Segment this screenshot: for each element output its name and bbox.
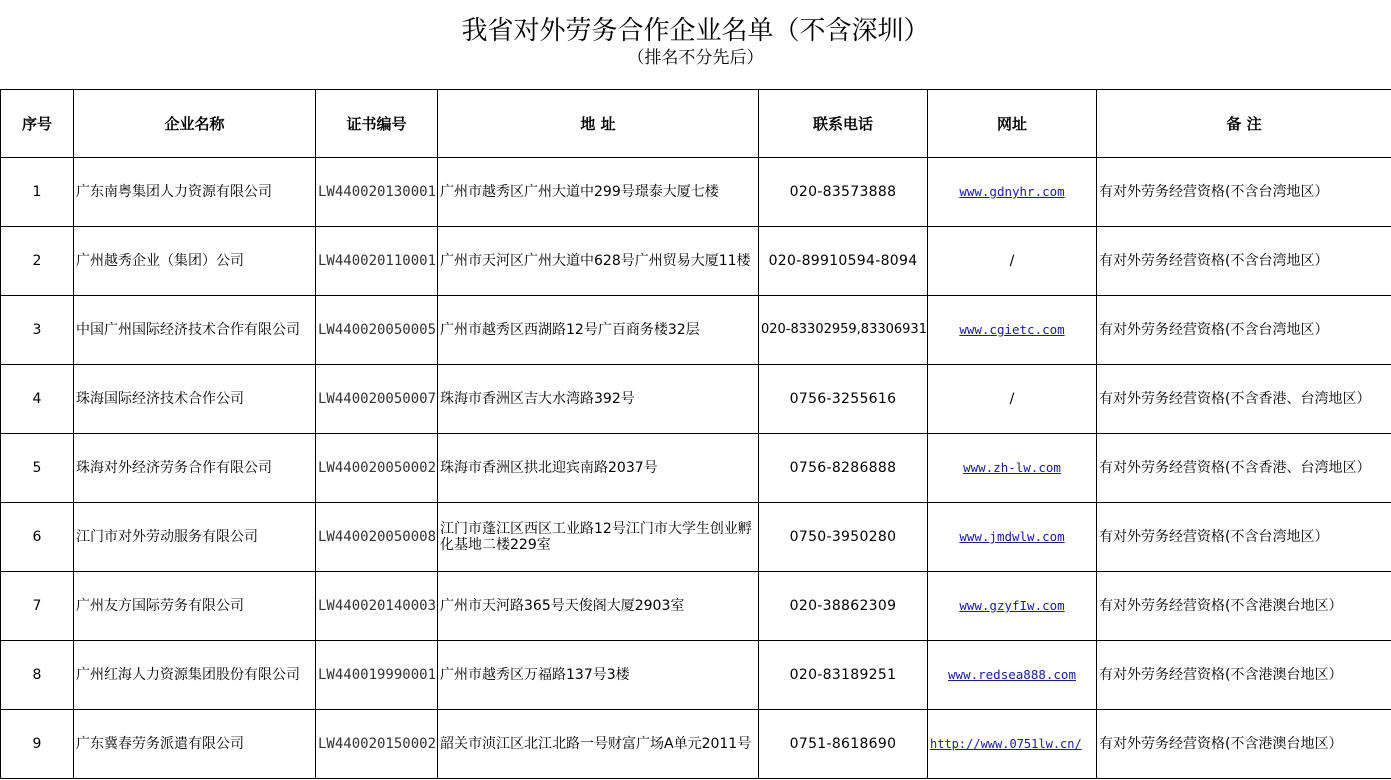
cell-phone: 0751-8618690 — [759, 710, 928, 779]
header-remark: 备 注 — [1097, 90, 1391, 158]
cell-name: 广东冀春劳务派遣有限公司 — [74, 710, 316, 779]
enterprise-table — [0, 89, 1391, 779]
cell-seq: 4 — [1, 365, 74, 434]
cell-phone: 0750-3950280 — [759, 503, 928, 572]
cell-address: 江门市蓬江区西区工业路12号江门市大学生创业孵化基地二楼229室 — [438, 503, 759, 572]
cell-seq: 6 — [1, 503, 74, 572]
cell-cert: LW440020130001 — [316, 158, 438, 227]
cell-seq: 1 — [1, 158, 74, 227]
website-link[interactable]: http://www.0751lw.cn/ — [930, 737, 1082, 751]
cell-remark: 有对外劳务经营资格(不含香港、台湾地区） — [1097, 365, 1391, 434]
cell-cert: LW440020150002 — [316, 710, 438, 779]
cell-cert: LW440020110001 — [316, 227, 438, 296]
cell-phone: 020-83573888 — [759, 158, 928, 227]
cell-address: 广州市越秀区西湖路12号广百商务楼32层 — [438, 296, 759, 365]
website-link[interactable]: www.gzyfIw.com — [959, 598, 1065, 613]
cell-address: 广州市越秀区万福路137号3楼 — [438, 641, 759, 710]
cell-phone: 0756-3255616 — [759, 365, 928, 434]
cell-cert: LW440020050002 — [316, 434, 438, 503]
table-row — [1, 158, 1391, 227]
cell-address: 广州市天河路365号天俊阁大厦2903室 — [438, 572, 759, 641]
cell-website — [928, 641, 1097, 710]
cell-cert: LW440020050008 — [316, 503, 438, 572]
cell-website — [928, 710, 1097, 779]
header-seq: 序号 — [1, 90, 74, 158]
cell-seq: 3 — [1, 296, 74, 365]
document-subtitle: （排名不分先后） — [627, 48, 764, 68]
cell-name: 珠海对外经济劳务合作有限公司 — [74, 434, 316, 503]
header-address: 地 址 — [438, 90, 759, 158]
table-row — [1, 710, 1391, 779]
cell-address: 广州市越秀区广州大道中299号璟泰大厦七楼 — [438, 158, 759, 227]
cell-website — [928, 434, 1097, 503]
title-block — [0, 0, 1391, 89]
website-link[interactable]: www.zh-lw.com — [963, 460, 1061, 475]
cell-phone: 0756-8286888 — [759, 434, 928, 503]
cell-seq: 5 — [1, 434, 74, 503]
website-link[interactable]: www.gdnyhr.com — [959, 184, 1065, 199]
table-row — [1, 365, 1391, 434]
cell-name: 广东南粤集团人力资源有限公司 — [74, 158, 316, 227]
table-row — [1, 434, 1391, 503]
cell-name: 中国广州国际经济技术合作有限公司 — [74, 296, 316, 365]
header-name: 企业名称 — [74, 90, 316, 158]
cell-cert: LW440020050007 — [316, 365, 438, 434]
cell-address: 广州市天河区广州大道中628号广州贸易大厦11楼 — [438, 227, 759, 296]
table-row — [1, 227, 1391, 296]
cell-remark: 有对外劳务经营资格(不含台湾地区） — [1097, 503, 1391, 572]
cell-remark: 有对外劳务经营资格(不含台湾地区） — [1097, 296, 1391, 365]
cell-cert: LW440020050005 — [316, 296, 438, 365]
cell-website: / — [928, 365, 1097, 434]
cell-cert: LW440020140003 — [316, 572, 438, 641]
cell-website: / — [928, 227, 1097, 296]
cell-phone: 020-83189251 — [759, 641, 928, 710]
cell-address: 珠海市香洲区吉大水湾路392号 — [438, 365, 759, 434]
header-website: 网址 — [928, 90, 1097, 158]
cell-phone: 020-83302959,83306931 — [759, 296, 928, 365]
cell-phone: 020-38862309 — [759, 572, 928, 641]
cell-remark: 有对外劳务经营资格(不含香港、台湾地区） — [1097, 434, 1391, 503]
cell-remark: 有对外劳务经营资格(不含台湾地区） — [1097, 227, 1391, 296]
website-link[interactable]: www.redsea888.com — [948, 667, 1076, 682]
cell-seq: 2 — [1, 227, 74, 296]
header-phone: 联系电话 — [759, 90, 928, 158]
table-row — [1, 296, 1391, 365]
cell-seq: 8 — [1, 641, 74, 710]
website-link[interactable]: www.cgietc.com — [959, 322, 1065, 337]
cell-address: 韶关市浈江区北江北路一号财富广场A单元2011号 — [438, 710, 759, 779]
cell-seq: 9 — [1, 710, 74, 779]
cell-name: 珠海国际经济技术合作公司 — [74, 365, 316, 434]
cell-remark: 有对外劳务经营资格(不含港澳台地区） — [1097, 641, 1391, 710]
table-row — [1, 572, 1391, 641]
cell-remark: 有对外劳务经营资格(不含港澳台地区） — [1097, 710, 1391, 779]
cell-name: 广州越秀企业（集团）公司 — [74, 227, 316, 296]
cell-seq: 7 — [1, 572, 74, 641]
table-header-row — [1, 90, 1391, 158]
table-row — [1, 503, 1391, 572]
cell-phone: 020-89910594-8094 — [759, 227, 928, 296]
cell-name: 广州友方国际劳务有限公司 — [74, 572, 316, 641]
cell-name: 广州红海人力资源集团股份有限公司 — [74, 641, 316, 710]
cell-website — [928, 503, 1097, 572]
cell-remark: 有对外劳务经营资格(不含港澳台地区） — [1097, 572, 1391, 641]
cell-website — [928, 296, 1097, 365]
cell-website — [928, 572, 1097, 641]
header-cert: 证书编号 — [316, 90, 438, 158]
document-title: 我省对外劳务合作企业名单（不含深圳） — [461, 16, 930, 46]
cell-name: 江门市对外劳动服务有限公司 — [74, 503, 316, 572]
table-row — [1, 641, 1391, 710]
cell-remark: 有对外劳务经营资格(不含台湾地区） — [1097, 158, 1391, 227]
website-link[interactable]: www.jmdwlw.com — [959, 529, 1065, 544]
cell-website — [928, 158, 1097, 227]
cell-cert: LW440019990001 — [316, 641, 438, 710]
cell-address: 珠海市香洲区拱北迎宾南路2037号 — [438, 434, 759, 503]
